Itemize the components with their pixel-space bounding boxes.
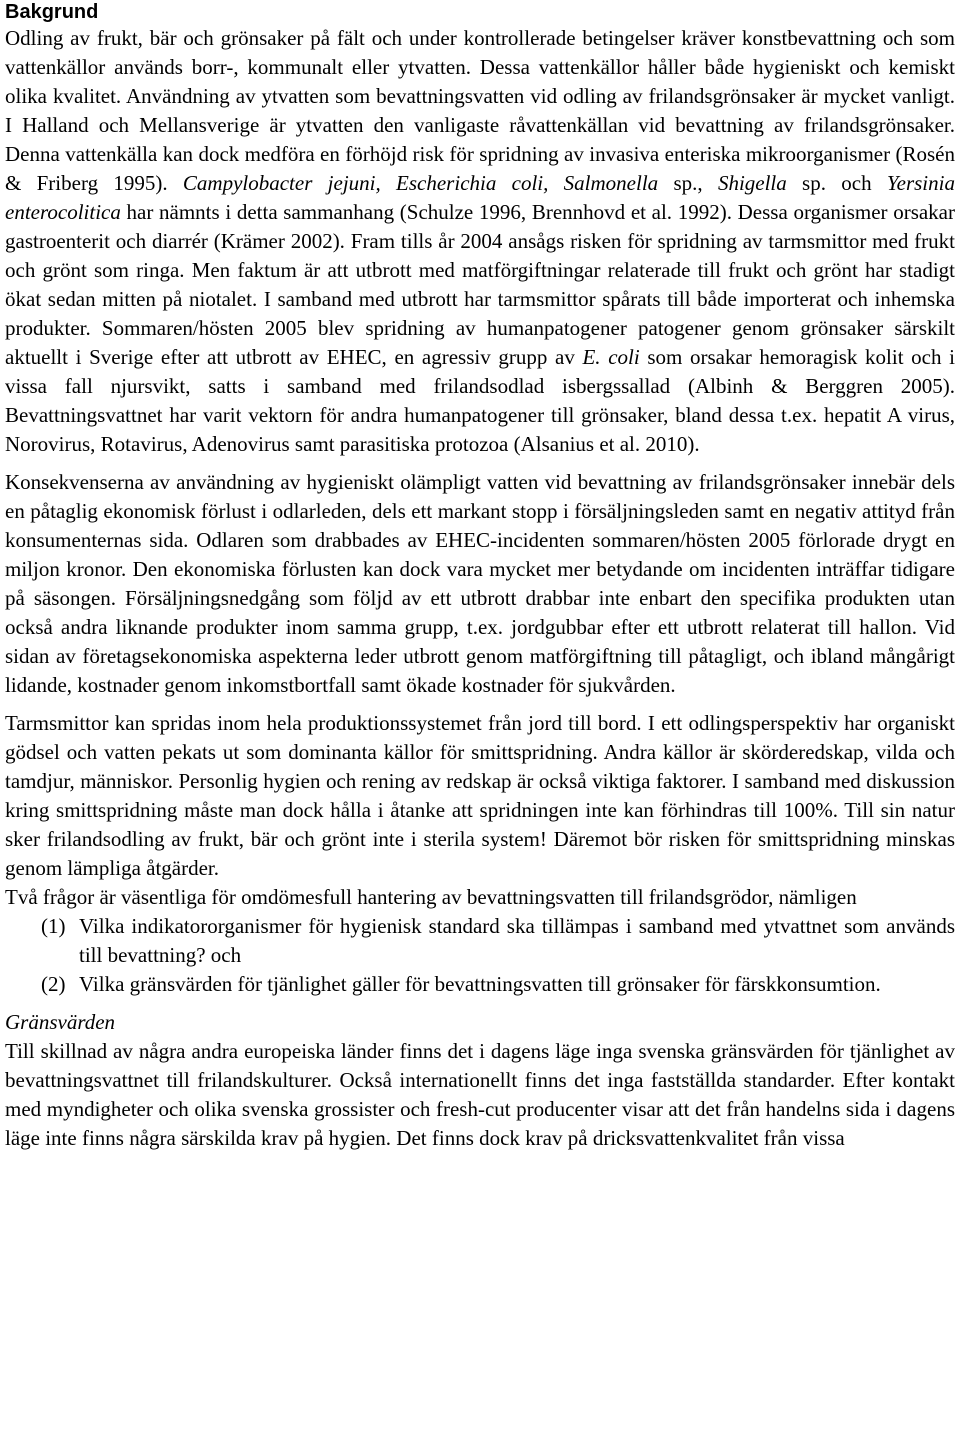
text-segment: som orsakar hemoragisk kolit och i vissa fall njursvikt, satts i samband med frilandsodlad isbergssallad (Albinh & Berggren 2005). Bevattningsvattnet har varit vektorn för andra humanpatogener till grönsaker, bland dessa t.ex. hepatit A virus, Norovirus, Rotavirus, Adenovirus samt parasitiska protozoa (Alsanius et al. 2010). bbox=[5, 345, 955, 456]
list-item bbox=[5, 912, 955, 970]
paragraph-spread bbox=[5, 709, 955, 883]
subheading-limits: Gränsvärden bbox=[5, 1010, 116, 1034]
italic-text-segment: Yersinia enterocolitica bbox=[5, 171, 955, 224]
italic-text-segment: Shigella bbox=[717, 171, 787, 195]
paragraph-background bbox=[5, 24, 955, 459]
text-segment: Odling av frukt, bär och grönsaker på fält och under kontrollerade betingelser kräver konstbevattning och som vattenkällor används borr-, kommunalt eller ytvatten. Dessa vattenkällor håller både hygieniskt och kemiskt olika kvalitet. Användning av ytvatten som bevattningsvatten vid odling av frilandsgrönsaker är mycket vanligt. I Halland och Mellansverige är ytvatten den vanligaste råvattenkällan vid bevattning av frilandsgrönsaker. Denna vattenkälla kan dock medföra en förhöjd risk för spridning av invasiva enteriska mikroorganismer (Rosén & Friberg 1995). bbox=[5, 26, 955, 195]
paragraph-consequences bbox=[5, 468, 955, 700]
list-item bbox=[5, 970, 955, 999]
paragraph-questions-intro: Två frågor är väsentliga för omdömesfull hantering av bevattningsvatten till frilandsgrödor, nämligen bbox=[5, 885, 857, 909]
italic-text-segment: E. coli bbox=[582, 345, 640, 369]
text-segment: sp., bbox=[658, 171, 718, 195]
section-heading: Bakgrund bbox=[5, 1, 99, 23]
question-text: Vilka indikatororganismer för hygienisk standard ska tillämpas i samband med ytvattnet som används till bevattning? och bbox=[79, 914, 955, 967]
paragraph-limits: Till skillnad av några andra europeiska länder finns det i dagens läge inga svenska gränsvärden för tjänlighet av bevattningsvattnet till frilandskulturer. Också internationellt finns det inga fastställda standarder. Efter kontakt med myndigheter och olika svenska grossister och fresh-cut producenter visar att det från handelns sida i dagens läge inte finns några särskilda krav på hygien. Det finns dock krav på dricksvattenkvalitet från vissa bbox=[5, 1039, 955, 1150]
question-number: (1) bbox=[41, 914, 66, 938]
italic-text-segment: Campylobacter jejuni, Escherichia coli, Salmonella bbox=[182, 171, 659, 195]
text-segment: Konsekvenserna av användning av hygieniskt olämpligt vatten vid bevattning av frilandsgrönsaker innebär dels en påtaglig ekonomisk förlust i odlarleden, dels ett markant stopp i försäljningsleden samt en negativ attityd från konsumenternas sida. Odlaren som drabbades av EHEC-incidenten sommaren/hösten 2005 förlorade drygt en miljon kronor. Den ekonomiska förlusten kan dock vara mycket mer betydande om incidenten inträffar tidigare på säsongen. Försäljningsnedgång som följd av ett utbrott drabbar inte enbart den specifika produkten utan också andra liknande produkter inom samma grupp, t.ex. jordgubbar efter ett utbrott relaterat till hallon. Vid sidan av företagsekonomiska aspekterna leder utbrott genom matförgiftning till påtagligt, och ibland mångårigt lidande, kostnader genom inkomstbortfall samt ökade kostnader för sjukvården. bbox=[5, 470, 955, 697]
text-segment: har nämnts i detta sammanhang (Schulze 1996, Brennhovd et al. 1992). Dessa organismer orsakar gastroenterit och diarrér (Krämer 2002). Fram tills år 2004 ansågs risken för spridning av tarmsmittor med frukt och grönt som ringa. Men faktum är att utbrott med matförgiftningar relaterade till frukt och grönt har stadigt ökat sedan mitten på niotalet. I samband med utbrott har tarmsmittor spårats till både importerat och inhemska produkter. Sommaren/hösten 2005 blev spridning av humanpatogener patogener genom grönsaker särskilt aktuellt i Sverige efter att utbrott av EHEC, en agressiv grupp av bbox=[5, 200, 955, 369]
questions-list bbox=[5, 912, 955, 999]
question-number: (2) bbox=[41, 972, 66, 996]
document-page bbox=[5, 0, 955, 1153]
text-segment: Tarmsmittor kan spridas inom hela produktionssystemet från jord till bord. I ett odlingsperspektiv har organiskt gödsel och vatten pekats ut som dominanta källor för smittspridning. Andra källor är skörderedskap, vilda och tamdjur, människor. Personlig hygien och rening av redskap är också viktiga faktorer. I samband med diskussion kring smittspridning måste man dock hålla i åtanke att spridningen inte kan förhindras till 100%. Till sin natur sker frilandsodling av frukt, bär och grönt inte i sterila system! Däremot bör risken för smittspridning minskas genom lämpliga åtgärder. bbox=[5, 711, 955, 880]
question-text: Vilka gränsvärden för tjänlighet gäller för bevattningsvatten till grönsaker för färskkonsumtion. bbox=[79, 972, 881, 996]
text-segment: sp. och bbox=[786, 171, 887, 195]
